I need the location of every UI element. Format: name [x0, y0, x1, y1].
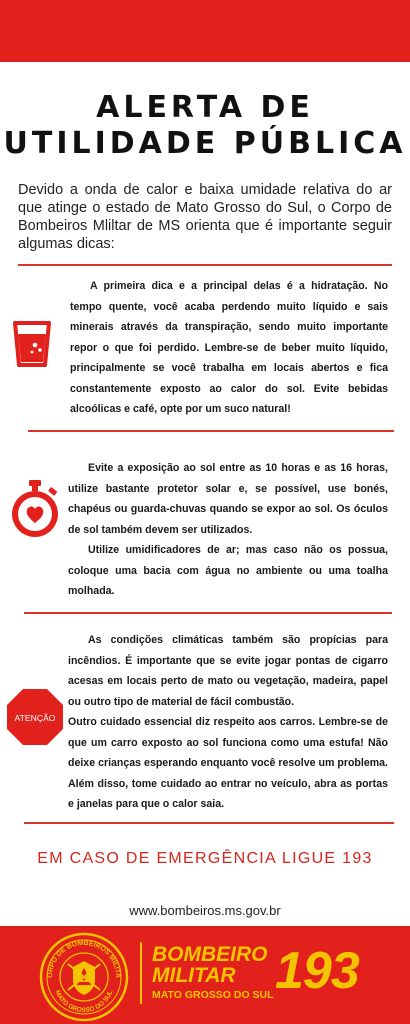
stopwatch-heart-icon: [8, 478, 62, 543]
top-banner: [0, 0, 410, 62]
fire-department-seal-icon: [38, 932, 130, 1024]
brand-line-1: BOMBEIRO: [152, 943, 268, 966]
tip-fire-and-cars: [68, 630, 388, 815]
tip-sun-exposure: [68, 458, 388, 602]
seal-text-top: ORPO DE BOMBEIROS MILITA: [46, 939, 122, 979]
divider: [24, 612, 392, 614]
divider: [24, 822, 394, 824]
brand-line-2: MILITAR: [152, 964, 236, 987]
page-title: [0, 90, 410, 162]
footer-divider: [140, 942, 142, 1004]
divider: [28, 430, 394, 432]
water-glass-icon: [12, 320, 52, 373]
divider: [18, 264, 392, 266]
website-link[interactable]: www.bombeiros.ms.gov.br: [129, 903, 281, 918]
title-line-2: UTILIDADE PÚBLICA: [3, 126, 407, 161]
title-line-1: ALERTA DE: [96, 90, 314, 125]
intro-text: Devido a onda de calor e baixa umidade relativa do ar que atinge o estado de Mato Grosso do Sul, o Corpo de Bombeiros Mliltar de MS orienta que é importante seguir algumas dicas:: [18, 182, 392, 252]
brand-line-3: MATO GROSSO DO SUL: [152, 989, 274, 1001]
tip-paragraph: Outro cuidado essencial diz respeito aos carros. Lembre-se de que um carro exposto ao sol funciona como uma estufa! Não deixe crianças esperando enquanto você resolve um problema. Além disso, tome cuidado ao entrar no veículo, abra as portas e janelas para que o calor saia.: [68, 716, 388, 810]
seal-text-bottom: MATO GROSSO DO SUL: [53, 989, 115, 1015]
tip-paragraph: A primeira dica e a principal delas é a hidratação. No tempo quente, você acaba perdendo muito líquido e sais minerais através da transpiração, sendo muito importante repor o que foi perdido. Lembre-se de beber muito líquido, principalmente se você trabalha em locais abertos e fica constantemente exposto ao calor do sol. Evite bebidas alcoólicas e café, opte por um suco natural!: [70, 280, 388, 415]
tip-hydration: [70, 276, 388, 420]
tip-paragraph: Utilize umidificadores de ar; mas caso não os possua, coloque uma bacia com água no ambiente ou uma toalha molhada.: [68, 544, 388, 597]
emergency-notice: EM CASO DE EMERGÊNCIA LIGUE 193: [37, 850, 373, 867]
tip-paragraph: Evite a exposição ao sol entre as 10 horas e as 16 horas, utilize bastante protetor solar e, se possível, use bonés, chapéus ou guarda-chuvas quando se expor ao sol. Os óculos de sol também devem ser utilizados.: [68, 462, 388, 536]
brand-number: 193: [275, 942, 359, 1000]
stop-sign-label: ATENÇÃO: [14, 713, 56, 723]
tip-paragraph: As condições climáticas também são propícias para incêndios. É importante que se evite jogar pontas de cigarro acesas em locais perto de mato ou vegetação, madeira, papel ou outro tipo de material de fácil combustão.: [68, 634, 388, 708]
stop-sign-icon: [6, 688, 64, 751]
